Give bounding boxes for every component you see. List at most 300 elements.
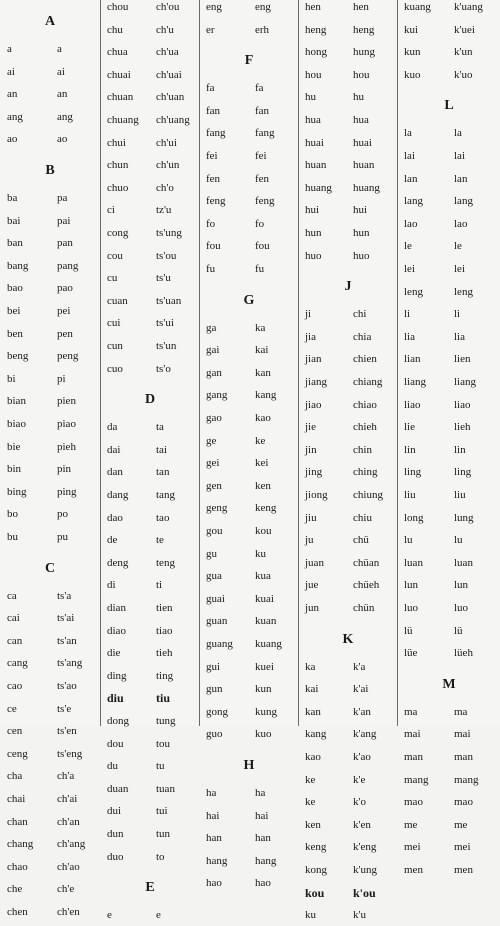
- table-row: [398, 416, 500, 438]
- table-row: [200, 258, 298, 280]
- table-row: [200, 339, 298, 361]
- wade-giles-cell: tiao: [156, 624, 173, 637]
- wade-giles-cell: kou: [255, 525, 272, 537]
- wade-giles-cell: ts'eng: [57, 747, 83, 760]
- wade-giles-cell: tang: [156, 489, 175, 501]
- table-row: [0, 106, 100, 128]
- wade-giles-cell: ch'e: [57, 883, 75, 896]
- pinyin-cell: ba: [7, 192, 18, 204]
- table-row: [0, 630, 100, 652]
- pinyin-cell: la: [404, 127, 412, 140]
- wade-giles-cell: hen: [353, 1, 369, 13]
- wade-giles-cell: te: [156, 534, 164, 547]
- wade-giles-cell: ts'uan: [156, 294, 182, 307]
- table-row: [398, 394, 500, 416]
- pinyin-cell: eng: [206, 1, 222, 13]
- pinyin-cell: kong: [305, 864, 327, 876]
- table-row: [200, 452, 298, 474]
- pinyin-cell: ke: [305, 796, 316, 809]
- pinyin-cell: hun: [305, 227, 322, 239]
- table-row: [200, 235, 298, 257]
- wade-giles-cell: hui: [353, 204, 368, 217]
- wade-giles-cell: huo: [353, 249, 370, 262]
- pinyin-cell: lia: [404, 330, 415, 343]
- wade-giles-cell: leng: [454, 285, 473, 298]
- table-row: [101, 86, 199, 108]
- wade-giles-cell: tiu: [156, 691, 171, 706]
- wade-giles-cell: mao: [454, 796, 473, 809]
- pinyin-cell: jie: [305, 421, 316, 434]
- wade-giles-cell: chiao: [353, 398, 377, 411]
- table-row: [299, 836, 397, 858]
- wade-giles-cell: luo: [454, 602, 469, 614]
- pinyin-cell: ku: [305, 909, 316, 922]
- pinyin-cell: chui: [107, 136, 126, 149]
- table-row: [0, 698, 100, 720]
- pinyin-cell: man: [404, 751, 423, 763]
- table-row: [398, 484, 500, 506]
- wade-giles-cell: kuan: [255, 615, 277, 628]
- table-row: [398, 461, 500, 483]
- wade-giles-cell: ts'e: [57, 702, 72, 715]
- table-row: [0, 187, 100, 209]
- wade-giles-cell: kung: [255, 705, 277, 718]
- table-row: [0, 458, 100, 480]
- wade-giles-cell: chia: [353, 330, 372, 343]
- section-letter-d: D: [144, 392, 156, 408]
- wade-giles-cell: ka: [255, 321, 266, 334]
- pinyin-cell: jue: [305, 579, 319, 592]
- table-row: [299, 303, 397, 325]
- wade-giles-cell: lu: [454, 534, 463, 547]
- pinyin-cell: juan: [305, 556, 324, 569]
- wade-giles-cell: hai: [255, 809, 269, 822]
- wade-giles-cell: pu: [57, 531, 68, 543]
- wade-giles-cell: kai: [255, 344, 269, 357]
- wade-giles-cell: tan: [156, 466, 170, 479]
- pinyin-cell: jiong: [305, 489, 328, 501]
- wade-giles-cell: lai: [454, 150, 465, 162]
- pinyin-cell: hua: [305, 114, 321, 126]
- table-row: [0, 210, 100, 232]
- pinyin-cell: dao: [107, 511, 123, 524]
- wade-giles-cell: ch'en: [57, 906, 80, 918]
- table-row: [200, 850, 298, 872]
- pinyin-cell: er: [206, 23, 215, 36]
- wade-giles-cell: k'uang: [454, 1, 483, 13]
- pinyin-cell: bang: [7, 259, 29, 272]
- table-row: [398, 814, 500, 836]
- pinyin-cell: lie: [404, 421, 415, 434]
- pinyin-cell: fou: [206, 240, 221, 253]
- table-row: [398, 836, 500, 858]
- pinyin-cell: bie: [7, 440, 21, 453]
- pinyin-cell: feng: [206, 195, 226, 208]
- table-row: [101, 109, 199, 131]
- wade-giles-cell: an: [57, 88, 68, 101]
- pinyin-cell: dun: [107, 828, 124, 840]
- pinyin-cell: keng: [305, 841, 327, 854]
- wade-giles-cell: k'eng: [353, 841, 377, 854]
- table-row: [200, 317, 298, 339]
- wade-giles-cell: k'a: [353, 660, 366, 673]
- wade-giles-cell: chiu: [353, 511, 372, 524]
- table-column-5: [398, 0, 500, 876]
- pinyin-cell: gei: [206, 457, 220, 470]
- table-row: [101, 755, 199, 777]
- pinyin-cell: chuo: [107, 181, 129, 194]
- pinyin-cell: hai: [206, 809, 220, 822]
- wade-giles-cell: kun: [255, 683, 272, 696]
- pinyin-cell: ai: [7, 65, 15, 78]
- table-row: [299, 461, 397, 483]
- wade-giles-cell: e: [156, 909, 161, 922]
- table-row: [200, 77, 298, 99]
- wade-giles-cell: kuang: [255, 638, 282, 650]
- pinyin-cell: gan: [206, 366, 222, 379]
- pinyin-cell: jiao: [305, 398, 322, 411]
- table-row: [101, 800, 199, 822]
- table-row: [398, 642, 500, 664]
- pinyin-cell: hou: [305, 68, 322, 81]
- pinyin-cell: dou: [107, 737, 124, 750]
- table-column-1: [0, 0, 100, 918]
- wade-giles-cell: huang: [353, 181, 380, 194]
- pinyin-cell: huo: [305, 249, 322, 262]
- table-row: [299, 326, 397, 348]
- table-row: [101, 267, 199, 289]
- table-row: [200, 633, 298, 655]
- pinyin-cell: fang: [206, 127, 226, 140]
- pinyin-cell: lao: [404, 217, 418, 230]
- table-row: [0, 345, 100, 367]
- wade-giles-cell: ch'ui: [156, 136, 177, 149]
- pinyin-cell: hen: [305, 1, 321, 13]
- wade-giles-cell: kei: [255, 457, 269, 470]
- wade-giles-cell: mei: [454, 841, 471, 854]
- table-row: [200, 122, 298, 144]
- pinyin-cell: bei: [7, 305, 21, 317]
- wade-giles-cell: chi: [353, 308, 367, 321]
- table-row: [398, 235, 500, 257]
- wade-giles-cell: ts'ou: [156, 249, 177, 262]
- section-letter-g: G: [243, 292, 255, 308]
- wade-giles-cell: hu: [353, 91, 364, 104]
- pinyin-cell: diu: [107, 691, 124, 706]
- table-row: [200, 384, 298, 406]
- section-letter-l: L: [444, 98, 454, 114]
- table-row: [101, 507, 199, 529]
- pinyin-cell: lan: [404, 172, 418, 185]
- wade-giles-cell: teng: [156, 556, 175, 569]
- pinyin-cell: dui: [107, 805, 122, 818]
- table-row: [0, 765, 100, 787]
- pinyin-cell: ca: [7, 589, 17, 602]
- pinyin-cell: fan: [206, 104, 221, 117]
- table-row: [299, 0, 397, 18]
- table-row: [398, 64, 500, 86]
- wade-giles-cell: ling: [454, 466, 472, 479]
- wade-giles-cell: fo: [255, 217, 265, 230]
- table-row: [101, 335, 199, 357]
- table-row: [101, 41, 199, 63]
- wade-giles-cell: tun: [156, 828, 171, 840]
- table-row: [299, 64, 397, 86]
- table-row: [200, 701, 298, 723]
- wade-giles-cell: keng: [255, 502, 277, 515]
- wade-giles-cell: ma: [454, 705, 468, 718]
- wade-giles-cell: tung: [156, 715, 176, 727]
- table-row: [101, 416, 199, 438]
- wade-giles-cell: hun: [353, 227, 370, 239]
- wade-giles-cell: ch'a: [57, 770, 75, 783]
- table-row: [299, 19, 397, 41]
- table-row: [299, 154, 397, 176]
- section-letter-m: M: [442, 676, 456, 692]
- table-row: [0, 585, 100, 607]
- table-row: [0, 128, 100, 150]
- wade-giles-cell: kuai: [255, 592, 274, 605]
- pinyin-cell: cu: [107, 272, 118, 285]
- wade-giles-cell: erh: [255, 23, 270, 36]
- table-row: [299, 177, 397, 199]
- table-row: [0, 436, 100, 458]
- pinyin-cell: gu: [206, 547, 217, 560]
- table-row: [0, 743, 100, 765]
- wade-giles-cell: pin: [57, 463, 72, 476]
- pinyin-cell: cuan: [107, 294, 128, 307]
- table-row: [200, 678, 298, 700]
- wade-giles-cell: ku: [255, 547, 266, 560]
- wade-giles-cell: pao: [57, 282, 73, 295]
- pinyin-cell: bing: [7, 485, 27, 498]
- table-row: [299, 814, 397, 836]
- wade-giles-cell: eng: [255, 1, 271, 13]
- wade-giles-cell: feng: [255, 195, 275, 208]
- table-row: [398, 859, 500, 881]
- pinyin-cell: an: [7, 88, 18, 101]
- wade-giles-cell: ta: [156, 421, 164, 434]
- wade-giles-cell: ch'ou: [156, 1, 180, 13]
- table-row: [101, 710, 199, 732]
- pinyin-cell: chuan: [107, 91, 134, 104]
- wade-giles-cell: tou: [156, 737, 171, 750]
- wade-giles-cell: pen: [57, 327, 73, 340]
- section-letter-b: B: [45, 163, 55, 178]
- table-row: [398, 122, 500, 144]
- table-row: [299, 904, 397, 926]
- wade-giles-cell: pai: [57, 214, 71, 227]
- pinyin-cell: hao: [206, 877, 222, 890]
- table-row: [0, 856, 100, 878]
- table-row: [200, 362, 298, 384]
- wade-giles-cell: ts'ao: [57, 680, 77, 692]
- pinyin-cell: liu: [404, 489, 416, 501]
- wade-giles-cell: ang: [57, 110, 73, 123]
- table-row: [0, 390, 100, 412]
- wade-giles-cell: k'ung: [353, 864, 377, 876]
- table-row: [299, 132, 397, 154]
- pinyin-cell: hong: [305, 46, 327, 59]
- table-row: [299, 746, 397, 768]
- table-row: [299, 348, 397, 370]
- wade-giles-cell: ch'uang: [156, 114, 190, 126]
- table-row: [0, 833, 100, 855]
- wade-giles-cell: kuo: [255, 728, 272, 741]
- wade-giles-cell: k'un: [454, 46, 473, 59]
- wade-giles-cell: lin: [454, 443, 466, 456]
- pinyin-cell: e: [107, 909, 112, 922]
- table-row: [398, 168, 500, 190]
- table-row: [101, 154, 199, 176]
- pinyin-cell: ka: [305, 660, 316, 673]
- pinyin-cell: gun: [206, 683, 223, 696]
- wade-giles-cell: fu: [255, 263, 265, 275]
- pinyin-cell: fa: [206, 82, 215, 95]
- pinyin-cell: li: [404, 308, 411, 321]
- table-row: [299, 86, 397, 108]
- wade-giles-cell: kan: [255, 366, 271, 379]
- pinyin-cell: guai: [206, 592, 225, 605]
- pinyin-cell: guang: [206, 638, 233, 650]
- wade-giles-cell: pei: [57, 305, 71, 317]
- wade-giles-cell: hang: [255, 854, 277, 867]
- pinyin-cell: mei: [404, 841, 421, 854]
- pinyin-cell: gua: [206, 570, 222, 583]
- table-row: [200, 656, 298, 678]
- table-row: [398, 439, 500, 461]
- pinyin-cell: bin: [7, 463, 22, 476]
- wade-giles-cell: ti: [156, 579, 163, 592]
- table-row: [101, 461, 199, 483]
- table-row: [299, 859, 397, 881]
- wade-giles-cell: man: [454, 751, 473, 763]
- wade-giles-cell: ch'u: [156, 23, 174, 36]
- table-row: [398, 769, 500, 791]
- pinyin-cell: dan: [107, 466, 123, 479]
- wade-giles-cell: ch'ao: [57, 860, 80, 873]
- pinyin-cell: cuo: [107, 362, 123, 375]
- wade-giles-cell: la: [454, 127, 462, 140]
- table-row: [299, 769, 397, 791]
- table-row: [0, 232, 100, 254]
- section-letter-e: E: [145, 880, 155, 896]
- wade-giles-cell: k'en: [353, 818, 371, 831]
- pinyin-cell: ceng: [7, 747, 28, 760]
- table-row: [0, 413, 100, 435]
- wade-giles-cell: lan: [454, 172, 468, 185]
- pinyin-cell: kang: [305, 728, 327, 741]
- wade-giles-cell: ch'uai: [156, 68, 182, 81]
- wade-giles-cell: liao: [454, 398, 471, 411]
- pinyin-cell: chen: [7, 906, 28, 918]
- wade-giles-cell: me: [454, 818, 468, 831]
- pinyin-cell: kou: [305, 885, 325, 900]
- pinyin-cell: leng: [404, 285, 423, 298]
- pinyin-cell: chun: [107, 159, 129, 172]
- pinyin-cell: dian: [107, 602, 126, 614]
- pinyin-cell: bai: [7, 214, 21, 227]
- pinyin-cell: bao: [7, 282, 23, 295]
- pinyin-cell: jia: [305, 330, 316, 343]
- pinyin-cell: ha: [206, 787, 217, 799]
- table-row: [398, 529, 500, 551]
- pinyin-cell: diao: [107, 624, 126, 637]
- table-row: [0, 811, 100, 833]
- table-row: [200, 475, 298, 497]
- wade-giles-cell: k'u: [353, 909, 366, 922]
- table-row: [0, 526, 100, 548]
- wade-giles-cell: ke: [255, 434, 266, 447]
- wade-giles-cell: fen: [255, 172, 270, 185]
- pinyin-cell: deng: [107, 556, 129, 569]
- wade-giles-cell: k'o: [353, 796, 366, 809]
- wade-giles-cell: lun: [454, 579, 469, 592]
- pinyin-cell: gai: [206, 344, 220, 357]
- pinyin-cell: fei: [206, 150, 218, 162]
- pinyin-cell: ga: [206, 321, 217, 334]
- table-row: [0, 878, 100, 900]
- pinyin-cell: de: [107, 534, 118, 547]
- table-row: [101, 0, 199, 18]
- wade-giles-cell: huai: [353, 136, 372, 149]
- table-row: [200, 168, 298, 190]
- pinyin-cell: jin: [305, 443, 317, 456]
- wade-giles-cell: chiang: [353, 376, 383, 388]
- pinyin-cell: chuai: [107, 68, 131, 81]
- wade-giles-cell: ts'en: [57, 725, 77, 738]
- table-row: [0, 368, 100, 390]
- pinyin-cell: huai: [305, 136, 324, 149]
- wade-giles-cell: chün: [353, 602, 375, 614]
- wade-giles-cell: pi: [57, 372, 66, 385]
- table-row: [398, 281, 500, 303]
- pinyin-cell: liao: [404, 398, 421, 411]
- table-row: [101, 574, 199, 596]
- table-row: [299, 529, 397, 551]
- pinyin-cell: chou: [107, 1, 129, 13]
- wade-giles-cell: mang: [454, 773, 479, 786]
- section-letter-k: K: [342, 631, 354, 647]
- section-letter-a: A: [44, 14, 56, 29]
- table-row: [101, 846, 199, 868]
- table-row: [299, 245, 397, 267]
- wade-giles-cell: ken: [255, 479, 271, 492]
- wade-giles-cell: k'e: [353, 773, 366, 786]
- pinyin-cell: lang: [404, 195, 423, 208]
- table-row: [398, 258, 500, 280]
- wade-giles-cell: k'uei: [454, 23, 475, 36]
- table-row: [101, 642, 199, 664]
- table-row: [0, 300, 100, 322]
- table-row: [398, 371, 500, 393]
- pinyin-cell: hang: [206, 854, 228, 867]
- wade-giles-cell: ch'ua: [156, 46, 179, 59]
- table-row: [398, 348, 500, 370]
- wade-giles-cell: ching: [353, 466, 378, 479]
- wade-giles-cell: pang: [57, 259, 79, 272]
- wade-giles-cell: fang: [255, 127, 275, 140]
- pinyin-cell: le: [404, 240, 412, 253]
- table-row: [200, 407, 298, 429]
- table-row: [398, 746, 500, 768]
- table-row: [299, 109, 397, 131]
- pinyin-cell: kuo: [404, 68, 421, 81]
- table-row: [398, 723, 500, 745]
- pinyin-cell: kao: [305, 751, 321, 763]
- pinyin-cell: bi: [7, 372, 16, 385]
- table-row: [299, 597, 397, 619]
